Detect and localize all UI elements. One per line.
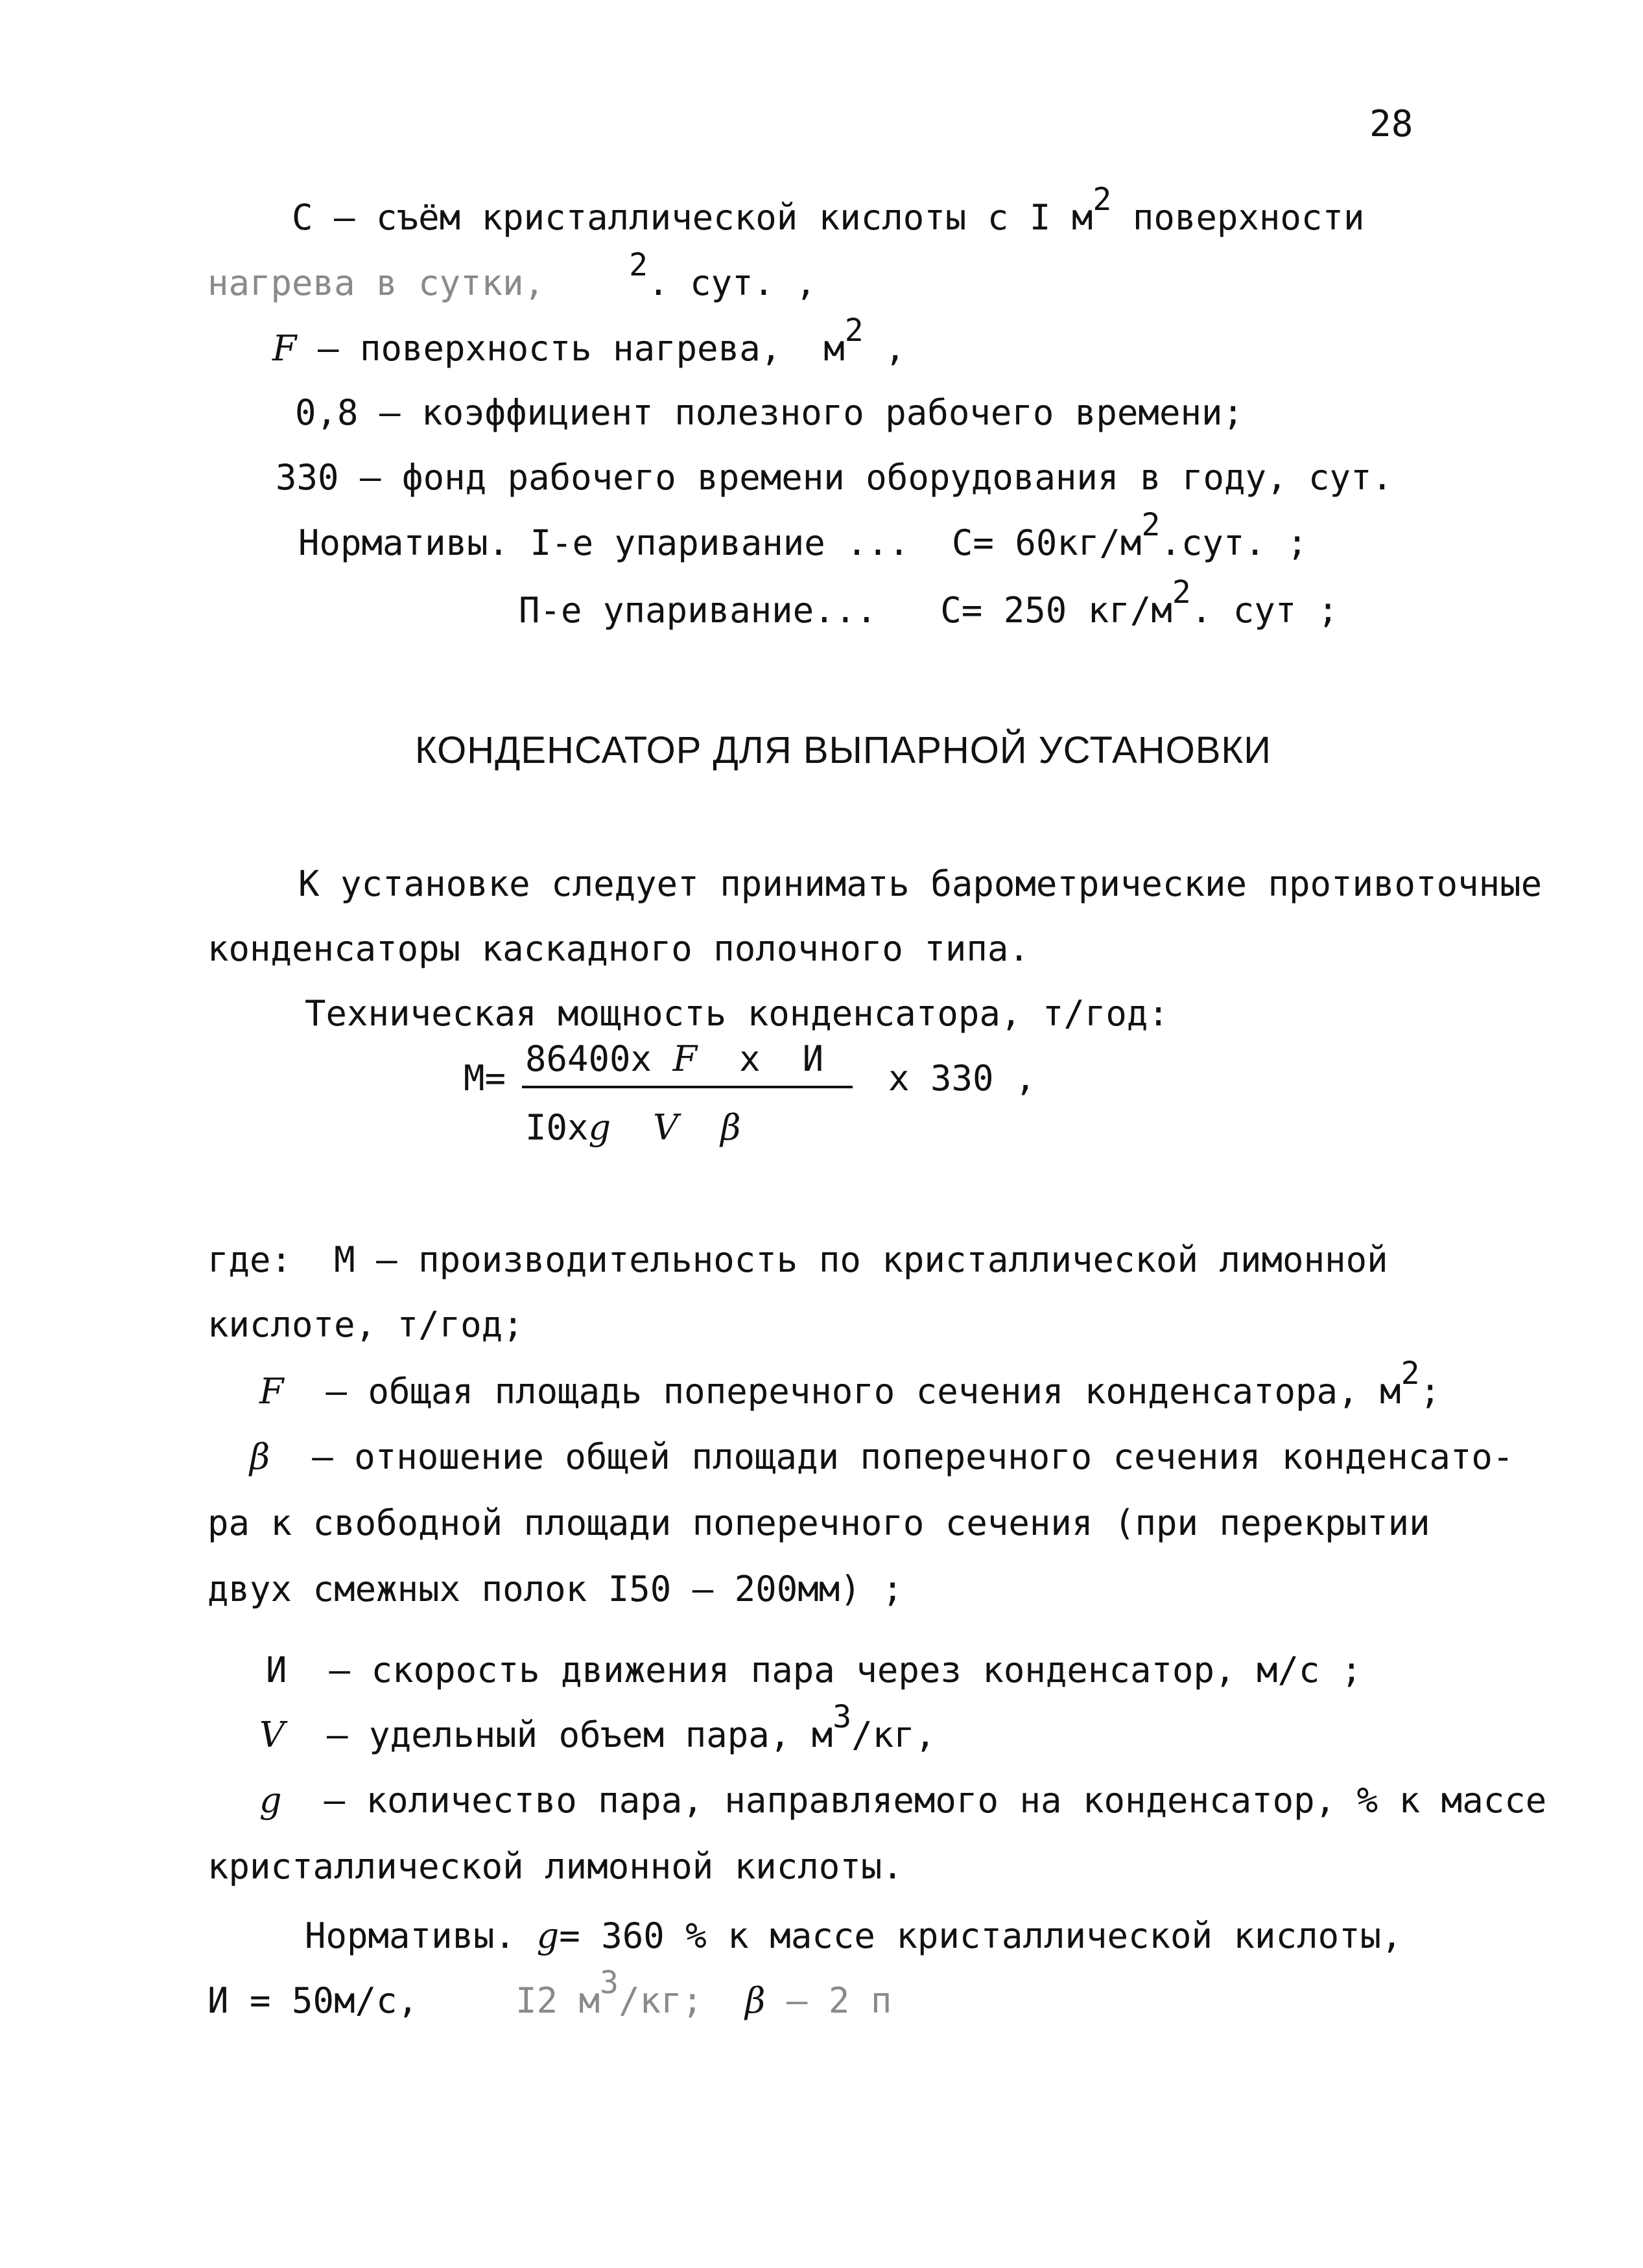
formula-text: 86400х xyxy=(525,1038,652,1079)
where-line xyxy=(207,1239,1388,1281)
line-text: – количество пара, направляемого на конденсатор, % к массе xyxy=(324,1780,1547,1821)
paragraph-line: кислоте, т/год; xyxy=(207,1304,524,1345)
superscript: 3 xyxy=(600,1965,619,2001)
paragraph-line: К установке следует принимать барометрические противоточные xyxy=(298,863,1543,904)
paragraph-line: конденсаторы каскадного полочного типа. xyxy=(207,928,1030,969)
superscript: 3 xyxy=(833,1699,852,1735)
section-heading: КОНДЕНСАТОР ДЛЯ ВЫПАРНОЙ УСТАНОВКИ xyxy=(415,729,1271,771)
superscript: 2 xyxy=(1093,181,1112,218)
line-f-definition xyxy=(272,312,906,371)
def-f xyxy=(259,1355,1441,1414)
line-text: – общая площадь поперечного сечения конденсатора, м xyxy=(325,1371,1401,1412)
fraction-bar xyxy=(522,1086,853,1088)
superscript: 2 xyxy=(1141,507,1161,543)
def-u xyxy=(266,1650,1362,1691)
paragraph-line: кристаллической лимонной кислоты. xyxy=(207,1846,903,1887)
line-text: нагрева в сутки, xyxy=(207,263,545,303)
line-norms-1 xyxy=(298,507,1308,565)
line-text: .сут. ; xyxy=(1160,522,1308,563)
superscript: 2 xyxy=(629,247,648,283)
def-g xyxy=(259,1780,1546,1821)
symbol-beta: β xyxy=(720,1107,741,1148)
symbol-f: F xyxy=(259,1371,284,1412)
symbol-f: F xyxy=(272,328,297,369)
line-text: /кг, xyxy=(851,1714,936,1755)
line-text: – скорость движения пара через конденсатор, м/с ; xyxy=(329,1650,1362,1690)
line-text: . сут. , xyxy=(648,263,817,303)
line-fund: 330 – фонд рабочего времени оборудования в году, сут. xyxy=(276,457,1393,498)
paragraph-line: двух смежных полок I50 – 200мм) ; xyxy=(207,1569,903,1609)
line-norms-2 xyxy=(519,574,1339,633)
symbol-beta: β xyxy=(250,1436,270,1477)
norms-line xyxy=(305,1915,1402,1957)
symbol-u: И xyxy=(266,1650,287,1690)
symbol-v: V xyxy=(259,1714,285,1755)
line-text: ; xyxy=(1419,1371,1441,1412)
line-text: Нормативы. xyxy=(305,1915,516,1956)
line-text: поверхности xyxy=(1132,197,1365,238)
formula-text: I0х xyxy=(525,1107,589,1148)
line-text: – отношение общей площади поперечного сечения конденсато- xyxy=(312,1436,1514,1477)
page-number: 28 xyxy=(1369,103,1413,145)
line-text: – 2 п xyxy=(786,1980,892,2021)
line-text: , xyxy=(884,328,906,369)
norms-values-line xyxy=(207,1965,892,2023)
line-text: И = 50м/с, xyxy=(207,1980,419,2021)
line-c-units xyxy=(207,247,817,305)
superscript: 2 xyxy=(1172,574,1191,611)
line-text: I2 м xyxy=(515,1980,600,2021)
line-coefficient: 0,8 – коэффициент полезного рабочего времени; xyxy=(295,392,1244,433)
def-v xyxy=(259,1699,936,1757)
symbol-f: F xyxy=(672,1038,698,1079)
formula-numerator xyxy=(525,1038,823,1080)
line-text: П-е упаривание... С= 250 кг/м xyxy=(519,590,1172,631)
superscript: 2 xyxy=(1401,1355,1420,1392)
line-text: /кг; xyxy=(619,1980,703,2021)
line-text: М – производительность по кристаллической лимонной xyxy=(334,1239,1388,1280)
formula-denominator xyxy=(525,1107,740,1149)
formula-tail: х 330 , xyxy=(888,1058,1036,1099)
formula-lhs: М= xyxy=(464,1058,506,1099)
symbol-g: g xyxy=(588,1107,611,1148)
line-text: . сут ; xyxy=(1190,590,1339,631)
line-text: – удельный объем пара, м xyxy=(327,1714,833,1755)
symbol-g: g xyxy=(259,1780,282,1821)
line-text: = 360 % к массе кристаллической кислоты, xyxy=(559,1915,1402,1956)
def-beta xyxy=(250,1436,1513,1478)
line-text: С – съём кристаллической кислоты с I м xyxy=(292,197,1093,238)
superscript: 2 xyxy=(844,312,864,349)
line-text: где: xyxy=(207,1239,292,1280)
symbol-v: V xyxy=(653,1107,679,1148)
paragraph-line: ра к свободной площади поперечного сечения (при перекрытии xyxy=(207,1502,1430,1543)
paragraph-line: Техническая мощность конденсатора, т/год: xyxy=(305,993,1169,1034)
symbol-beta: β xyxy=(745,1980,766,2021)
line-text: Нормативы. I-е упаривание ... С= 60кг/м xyxy=(298,522,1142,563)
symbol-g: g xyxy=(536,1915,560,1956)
line-text: – поверхность нагрева, м xyxy=(317,328,845,369)
formula-text: х И xyxy=(739,1038,824,1079)
line-c-definition xyxy=(292,181,1365,240)
